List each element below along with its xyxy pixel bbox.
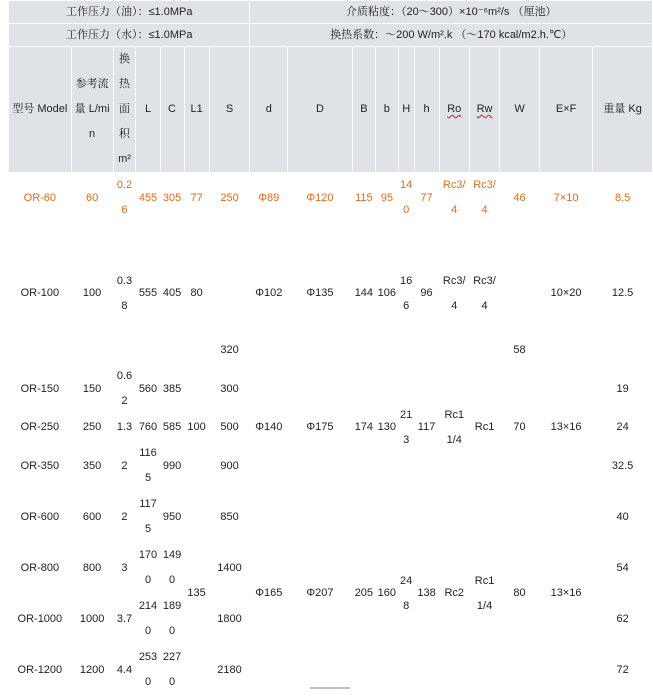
cell-B: 144 — [352, 224, 375, 364]
cell-C: 305 — [160, 173, 184, 224]
cell-d-group-1: Φ140 — [250, 364, 288, 492]
cell-model: OR-350 — [9, 441, 72, 492]
table-row — [9, 173, 653, 224]
cell-H: 140 — [398, 173, 414, 224]
cell-W-group-2: 80 — [500, 492, 540, 696]
cell-weight: 19 — [593, 364, 653, 415]
cell-Rw: Rc3/4 — [469, 173, 499, 224]
cell-S: 2180 — [209, 645, 250, 696]
cell-S: 1400 — [209, 543, 250, 594]
cell-L1-group-2: 135 — [184, 492, 209, 696]
header-S: S — [209, 47, 250, 173]
cell-H-group-2: 248 — [398, 492, 414, 696]
cell-model: OR-600 — [9, 492, 72, 543]
header-Ro-text: Ro — [447, 103, 462, 115]
oil-pressure: 工作压力（油）：≤1.0MPa — [9, 1, 250, 24]
header-Rw — [469, 47, 499, 173]
cell-C: 585 — [160, 415, 184, 441]
column-header-row — [9, 47, 653, 173]
spec-table — [8, 0, 653, 696]
cell-H-group-1: 213 — [398, 364, 414, 492]
cell-b-group-1: 130 — [375, 364, 398, 492]
cell-H: 166 — [398, 224, 414, 364]
cell-area: 2 — [113, 492, 136, 543]
header-L1: L1 — [184, 47, 209, 173]
header-Rw-text: Rw — [476, 103, 493, 115]
cell-weight: 62 — [593, 594, 653, 645]
table-row — [9, 364, 653, 415]
cell-C: 385 — [160, 364, 184, 415]
cell-flow: 1200 — [71, 645, 113, 696]
cell-ExF-group-1: 13×16 — [539, 364, 592, 492]
cell-h-group-1: 117 — [414, 364, 439, 492]
cell-L: 1175 — [136, 492, 160, 543]
cell-L: 2140 — [136, 594, 160, 645]
cell-B-group-2: 205 — [352, 492, 375, 696]
cell-Ro: Rc3/4 — [439, 224, 469, 364]
header-L: L — [136, 47, 160, 173]
cell-weight: 8.5 — [593, 173, 653, 224]
cell-weight: 32.5 — [593, 441, 653, 492]
table-row — [9, 224, 653, 364]
cell-C: 950 — [160, 492, 184, 543]
cell-L: 555 — [136, 224, 160, 364]
cell-C: 1490 — [160, 543, 184, 594]
cell-area: 4.4 — [113, 645, 136, 696]
cell-flow: 350 — [71, 441, 113, 492]
cell-flow: 600 — [71, 492, 113, 543]
conditions-row-2 — [9, 24, 653, 47]
header-area: 换热面积 m² — [113, 47, 136, 173]
cell-C: 1890 — [160, 594, 184, 645]
cell-Ro-group-1: Rc1 1/4 — [439, 364, 469, 492]
cell-S: 320 — [209, 224, 250, 364]
cell-B-group-1: 174 — [352, 364, 375, 492]
header-D: D — [288, 47, 353, 173]
cell-W-group-1: 70 — [500, 364, 540, 492]
header-h: h — [414, 47, 439, 173]
cell-C: 2270 — [160, 645, 184, 696]
cell-model: OR-800 — [9, 543, 72, 594]
cell-flow: 1000 — [71, 594, 113, 645]
cell-b: 95 — [375, 173, 398, 224]
cell-W: 46 — [500, 173, 540, 224]
cell-S: 500 — [209, 415, 250, 441]
cell-b-group-2: 160 — [375, 492, 398, 696]
cell-model: OR-100 — [9, 224, 72, 364]
cell-ExF: 7×10 — [539, 173, 592, 224]
cell-area: 0.38 — [113, 224, 136, 364]
cell-weight: 72 — [593, 645, 653, 696]
header-W: W — [500, 47, 540, 173]
header-d: d — [250, 47, 288, 173]
cell-C: 990 — [160, 441, 184, 492]
header-Ro — [439, 47, 469, 173]
cell-model: OR-1200 — [9, 645, 72, 696]
cell-model: OR-250 — [9, 415, 72, 441]
cell-ExF-group-2: 13×16 — [539, 492, 592, 696]
header-ExF: E×F — [539, 47, 592, 173]
cell-L: 455 — [136, 173, 160, 224]
cell-S: 900 — [209, 441, 250, 492]
cell-weight: 40 — [593, 492, 653, 543]
cell-S: 300 — [209, 364, 250, 415]
cell-weight: 54 — [593, 543, 653, 594]
cell-D: Φ135 — [288, 224, 353, 364]
cell-area: 0.26 — [113, 173, 136, 224]
cell-model: OR-1000 — [9, 594, 72, 645]
cell-Rw-group-2: Rc1 1/4 — [469, 492, 499, 696]
cell-model: OR-60 — [9, 173, 72, 224]
viscosity: 介质粘度：（20～300）×10⁻⁶m²/s （厘池） — [250, 1, 653, 24]
cell-B: 115 — [352, 173, 375, 224]
cell-L: 2530 — [136, 645, 160, 696]
cell-area: 3.7 — [113, 594, 136, 645]
cell-S: 1800 — [209, 594, 250, 645]
cell-flow: 100 — [71, 224, 113, 364]
cell-weight: 12.5 — [593, 224, 653, 364]
cell-D: Φ120 — [288, 173, 353, 224]
cell-L: 560 — [136, 364, 160, 415]
cell-area: 2 — [113, 441, 136, 492]
cell-weight: 24 — [593, 415, 653, 441]
cell-h: 96 — [414, 224, 439, 364]
cell-Ro-group-2: Rc2 — [439, 492, 469, 696]
cell-W: 58 — [500, 224, 540, 364]
header-H: H — [398, 47, 414, 173]
header-weight: 重量 Kg — [593, 47, 653, 173]
heat-coefficient: 换热系数：～200 W/m².k （～170 kcal/m2.h.℃） — [250, 24, 653, 47]
cell-S: 250 — [209, 173, 250, 224]
cell-Rw-group-1: Rc1 — [469, 364, 499, 492]
cell-d: Φ89 — [250, 173, 288, 224]
header-B: B — [352, 47, 375, 173]
cell-flow: 800 — [71, 543, 113, 594]
cell-Rw: Rc3/4 — [469, 224, 499, 364]
cell-area: 0.62 — [113, 364, 136, 415]
cell-D-group-2: Φ207 — [288, 492, 353, 696]
cell-flow: 250 — [71, 415, 113, 441]
cell-area: 1.3 — [113, 415, 136, 441]
cell-C: 405 — [160, 224, 184, 364]
cell-h-group-2: 138 — [414, 492, 439, 696]
header-b: b — [375, 47, 398, 173]
cell-S: 850 — [209, 492, 250, 543]
cell-L1-group-1: 100 — [184, 364, 209, 492]
cell-d: Φ102 — [250, 224, 288, 364]
water-pressure: 工作压力（水）：≤1.0MPa — [9, 24, 250, 47]
cell-L1: 77 — [184, 173, 209, 224]
cell-Ro: Rc3/4 — [439, 173, 469, 224]
cell-model: OR-150 — [9, 364, 72, 415]
conditions-row-1 — [9, 1, 653, 24]
cell-L: 1165 — [136, 441, 160, 492]
cell-flow: 150 — [71, 364, 113, 415]
cell-L: 760 — [136, 415, 160, 441]
cell-L: 1700 — [136, 543, 160, 594]
table-row — [9, 492, 653, 543]
divider — [310, 687, 350, 689]
cell-d-group-2: Φ165 — [250, 492, 288, 696]
cell-flow: 60 — [71, 173, 113, 224]
cell-L1: 80 — [184, 224, 209, 364]
cell-area: 3 — [113, 543, 136, 594]
cell-D-group-1: Φ175 — [288, 364, 353, 492]
cell-ExF: 10×20 — [539, 224, 592, 364]
header-flow: 参考流量 L/min — [71, 47, 113, 173]
cell-b: 106 — [375, 224, 398, 364]
header-C: C — [160, 47, 184, 173]
cell-h: 77 — [414, 173, 439, 224]
header-model: 型号 Model — [9, 47, 72, 173]
